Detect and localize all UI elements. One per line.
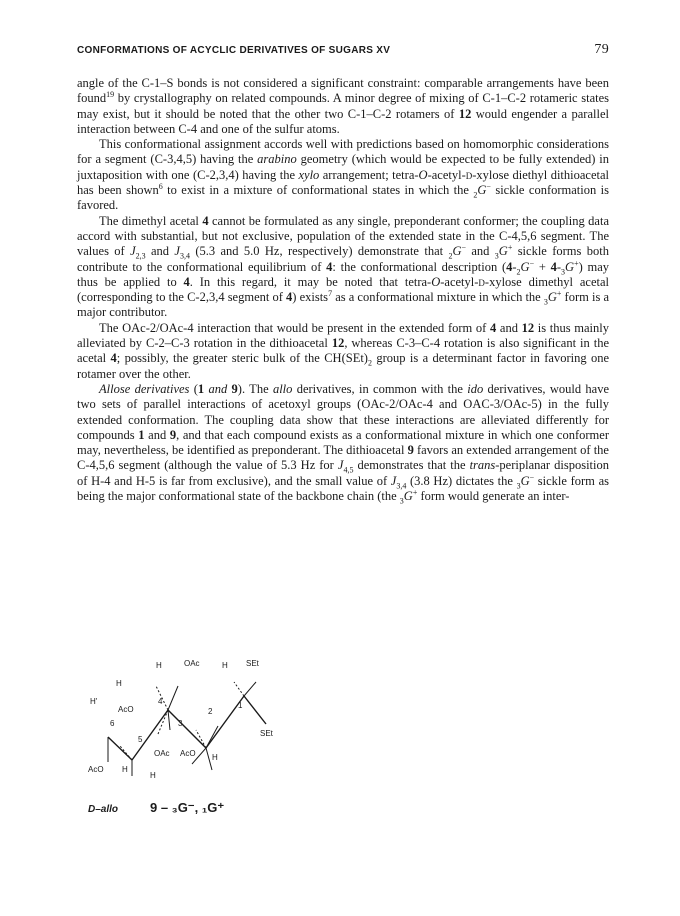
zigzag-structure bbox=[88, 652, 288, 792]
page-number: 79 bbox=[594, 42, 609, 57]
label-c5: 5 bbox=[138, 735, 143, 744]
paragraph: angle of the C-1–S bonds is not considered a significant constraint: comparable arrangements have been found$^{19}$ by crystallography on related compounds. A minor degree of mixing of C-1–C-2 rotameric states may exist, but it should be noted that the other two C-1–C-2 rotamers of 12 would engender a parallel interaction between C-4 and one of the sulfur atoms. bbox=[77, 76, 609, 136]
figure-caption-config: D–allo bbox=[88, 804, 119, 815]
structure-diagram bbox=[88, 652, 288, 792]
label-hprime: H' bbox=[90, 697, 98, 706]
paragraph: The OAc-2/OAc-4 interaction that would be present in the extended form of 4 and 12 is thus mainly alleviated by C-2–C-3 rotation in the dithioacetal 12, whereas C-3–C-4 rotation is also significant in the acetal 4; possibly, the greater steric bulk of the $CH(SEt)_2$ group is a determinant factor in favoring one rotamer over the other. bbox=[77, 320, 610, 381]
label-oac-top: OAc bbox=[184, 659, 200, 668]
label-aco-mid: AcO bbox=[118, 705, 134, 714]
label-h-bottom-1: H bbox=[122, 765, 128, 774]
figure-caption-compound: 9 – ₃G⁻, ₁G⁺ bbox=[150, 800, 225, 815]
label-h-bottom-2: H bbox=[150, 771, 156, 780]
label-set-right: SEt bbox=[260, 729, 273, 738]
running-title: CONFORMATIONS OF ACYCLIC DERIVATIVES OF SUGARS XV bbox=[77, 45, 391, 56]
running-header bbox=[77, 40, 609, 60]
label-h-left: H bbox=[116, 679, 122, 688]
label-h-low: H bbox=[212, 753, 218, 762]
label-c2: 2 bbox=[208, 707, 213, 716]
label-aco-left: AcO bbox=[88, 765, 104, 774]
label-h-top-2: H bbox=[222, 661, 228, 670]
paragraph: Allose derivatives (1 and 9). The allo derivatives, in common with the ido derivatives, would have two sets of parallel interactions of acetoxyl groups (OAc-2/OAc-4 and OAC-3/OAc-5) in the fully extended conformation. The coupling data show that these interactions are alleviated differently for compounds 1 and 9, and that each compound exists as a conformational mixture in which one conformer may, nevertheless, be identified as preponderant. The dithioacetal 9 favors an extended arrangement of the C-4,5,6 segment (although the value of 5.3 Hz for $J_{4,5}$ demonstrates that the trans-periplanar disposition of H-4 and H-5 is far from exclusive), and the small value of $J_{3,4}$ (3.8 Hz) dictates the $_3$G− sickle form as being the major conformational state of the backbone chain (the $_3$G+ form would generate an inter- bbox=[77, 381, 610, 506]
label-c6: 6 bbox=[110, 719, 115, 728]
body-text bbox=[77, 76, 609, 504]
label-h-top: H bbox=[156, 661, 162, 670]
paragraph: This conformational assignment accords well with predictions based on homomorphic considerations for a segment (C-3,4,5) having the arabino geometry (which would be expected to be fully extended) in juxtaposition with one (C-2,3,4) having the xylo arrangement; tetra-O-acetyl-d-xylose diethyl dithioacetal has been shown$^6$ to exist in a mixture of conformational states in which the $_2$G− sickle conformation is favored. bbox=[77, 137, 610, 213]
label-c3: 3 bbox=[178, 719, 183, 728]
label-c1: 1 bbox=[238, 701, 243, 710]
paragraph: The dimethyl acetal 4 cannot be formulated as any single, preponderant conformer; the coupling data accord with substantial, but not exclusive, population of the extended state in the C-4,5,6 segment. The values of $J_{2,3}$ and $J_{3,4}$ (5.3 and 5.0 Hz, respectively) demonstrate that $_2$G− and $_3$G+ sickle forms both contribute to the conformational equilibrium of 4: the conformational description $(4-_2G^- + 4-_3G^+)$ may thus be applied to 4. In this regard, it may be noted that tetra-O-acetyl-d-xylose dimethyl acetal (corresponding to the C-2,3,4 segment of 4) exists$^7$ as a conformational mixture in which the $_3$G+ form is a major contributor. bbox=[77, 213, 610, 320]
label-c4: 4 bbox=[158, 697, 163, 706]
label-set-top: SEt bbox=[246, 659, 259, 668]
label-oac-low: OAc bbox=[154, 749, 170, 758]
label-aco-low: AcO bbox=[180, 749, 196, 758]
